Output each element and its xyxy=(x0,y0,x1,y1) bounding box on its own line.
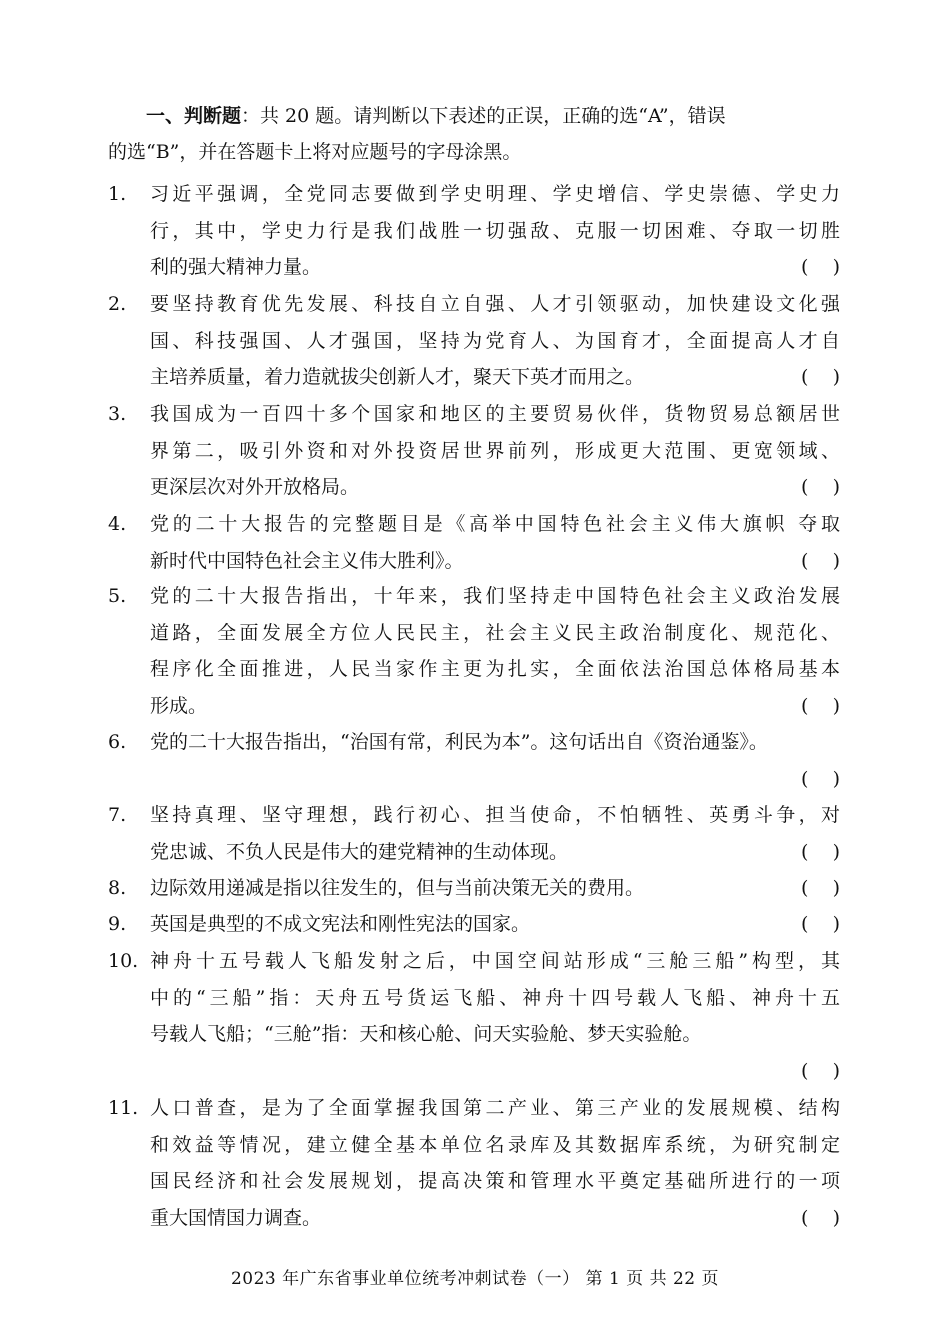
question-line: 我国成为一百四十多个国家和地区的主要贸易伙伴，货物贸易总额居世 xyxy=(150,403,840,425)
answer-parentheses: ( ) xyxy=(801,694,840,717)
question-line: 坚持真理、坚守理想，践行初心、担当使命，不怕牺牲、英勇斗争，对 xyxy=(150,804,840,826)
question-line: 界第二，吸引外资和对外投资居世界前列，形成更大范围、更宽领域、 xyxy=(150,439,840,462)
instruction-line2: 的选“B”，并在答题卡上将对应题号的字母涂黑。 xyxy=(108,141,522,163)
question-line: 重大国情国力调查。 xyxy=(150,1206,322,1229)
question-4 xyxy=(108,506,840,579)
question-number: 11. xyxy=(108,1097,139,1119)
answer-parentheses: ( ) xyxy=(801,913,840,935)
question-line: 人口普查，是为了全面掌握我国第二产业、第三产业的发展规模、结构 xyxy=(150,1097,840,1119)
question-3 xyxy=(108,396,840,506)
question-line: 新时代中国特色社会主义伟大胜利》。 xyxy=(150,549,464,572)
answer-parentheses: ( ) xyxy=(801,1059,840,1082)
question-line: 国民经济和社会发展规划，提高决策和管理水平奠定基础所进行的一项 xyxy=(150,1170,840,1192)
question-line: 国、科技强国、人才强国，坚持为党育人、为国育才，全面提高人才自 xyxy=(150,329,840,352)
question-line: 党忠诚、不负人民是伟大的建党精神的生动体现。 xyxy=(150,840,569,863)
answer-parentheses: ( ) xyxy=(801,877,840,899)
question-number: 7. xyxy=(108,804,127,826)
question-line: 党的二十大报告指出，十年来，我们坚持走中国特色社会主义政治发展 xyxy=(150,585,840,607)
question-line: 行，其中，学史力行是我们战胜一切强敌、克服一切困难、夺取一切胜 xyxy=(150,219,840,242)
question-6 xyxy=(108,724,840,797)
question-number: 5. xyxy=(108,585,127,607)
question-number: 3. xyxy=(108,403,127,425)
question-line: 边际效用递减是指以往发生的，但与当前决策无关的费用。 xyxy=(150,877,645,899)
question-line: 利的强大精神力量。 xyxy=(150,256,322,278)
question-1 xyxy=(108,176,840,286)
answer-parentheses: ( ) xyxy=(801,476,840,498)
instruction-line1: ：共 20 题。请判断以下表述的正误，正确的选“A”，错误 xyxy=(241,105,726,127)
question-line: 程序化全面推进，人民当家作主更为扎实，全面依法治国总体格局基本 xyxy=(150,658,840,680)
section-heading: 一、判断题 xyxy=(146,105,242,127)
question-number: 9. xyxy=(108,913,127,935)
answer-parentheses: ( ) xyxy=(801,366,840,388)
question-number: 10. xyxy=(108,950,139,972)
question-line: 号载人飞船；“三舱”指：天和核心舱、问天实验舱、梦天实验舱。 xyxy=(150,1023,702,1045)
question-line: 党的二十大报告指出，“治国有常，利民为本”。这句话出自《资治通鉴》。 xyxy=(150,731,768,753)
question-line: 道路，全面发展全方位人民民主，社会主义民主政治制度化、规范化、 xyxy=(150,621,840,644)
question-number: 6. xyxy=(108,731,127,753)
page-footer: 2023 年广东省事业单位统考冲刺试卷（一） 第 1 页 共 22 页 xyxy=(230,1269,720,1289)
question-10 xyxy=(108,943,840,1089)
question-line: 主培养质量，着力造就拔尖创新人才，聚天下英才而用之。 xyxy=(150,366,645,388)
answer-parentheses: ( ) xyxy=(801,256,840,278)
question-number: 2. xyxy=(108,293,127,315)
question-number: 1. xyxy=(108,183,127,205)
answer-parentheses: ( ) xyxy=(801,1206,840,1229)
question-8 xyxy=(108,870,840,907)
question-line: 形成。 xyxy=(150,694,208,717)
question-number: 4. xyxy=(108,513,127,535)
question-line: 要坚持教育优先发展、科技自立自强、人才引领驱动，加快建设文化强 xyxy=(150,293,840,315)
question-line: 习近平强调，全党同志要做到学史明理、学史增信、学史崇德、学史力 xyxy=(150,183,840,205)
question-11 xyxy=(108,1090,840,1236)
answer-parentheses: ( ) xyxy=(801,840,840,863)
question-line: 中的“三船”指：天舟五号货运飞船、神舟十四号载人飞船、神舟十五 xyxy=(150,986,840,1009)
question-9 xyxy=(108,906,840,943)
question-line: 更深层次对外开放格局。 xyxy=(150,476,360,498)
question-line: 神舟十五号载人飞船发射之后，中国空间站形成“三舱三船”构型，其 xyxy=(150,950,840,972)
question-7 xyxy=(108,797,840,870)
question-line: 党的二十大报告的完整题目是《高举中国特色社会主义伟大旗帜 夺取 xyxy=(150,513,840,535)
question-5 xyxy=(108,578,840,724)
answer-parentheses: ( ) xyxy=(801,767,840,790)
question-line: 和效益等情况，建立健全基本单位名录库及其数据库系统，为研究制定 xyxy=(150,1133,840,1156)
answer-parentheses: ( ) xyxy=(801,549,840,572)
question-line: 英国是典型的不成文宪法和刚性宪法的国家。 xyxy=(150,913,531,935)
section-instruction xyxy=(108,98,840,170)
question-2 xyxy=(108,286,840,396)
question-number: 8. xyxy=(108,877,127,899)
